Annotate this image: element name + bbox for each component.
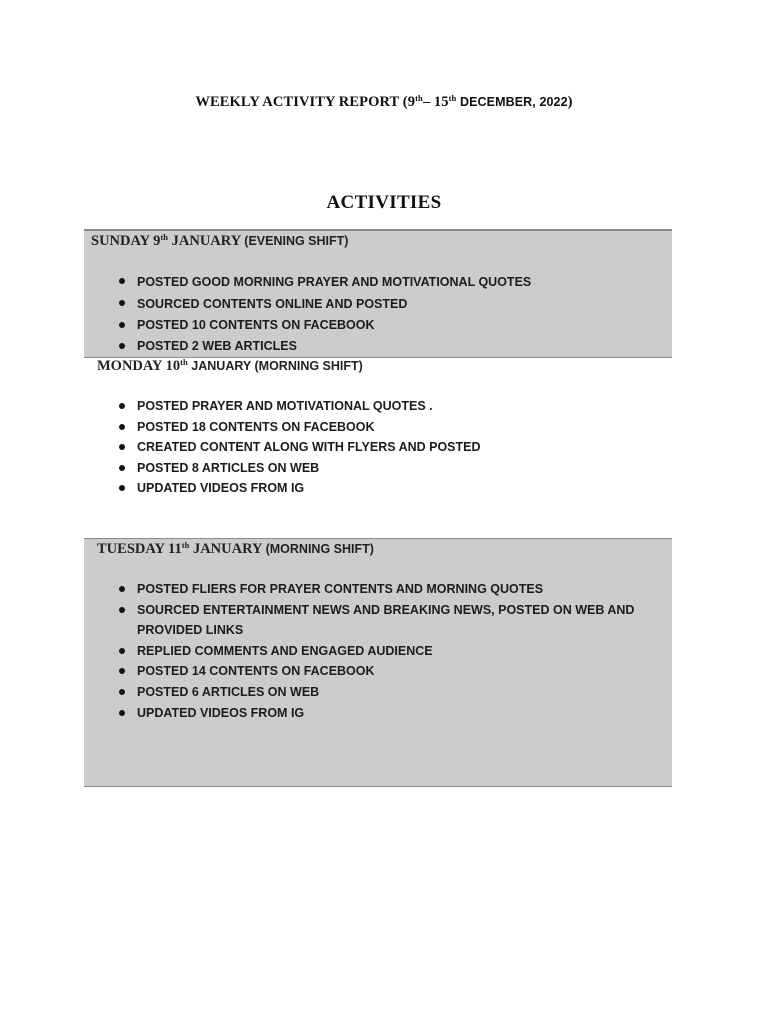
tuesday-section: [84, 538, 672, 787]
monday-section: [84, 358, 672, 538]
list-item-text: UPDATED VIDEOS FROM IG: [137, 705, 305, 720]
report-title-close: ): [567, 94, 573, 110]
bullet-icon: [119, 444, 125, 450]
list-item: [84, 703, 672, 724]
list-item: [84, 600, 672, 641]
list-item: [84, 661, 672, 682]
bullet-icon: [119, 424, 125, 430]
monday-shift: JANUARY (MORNING SHIFT): [191, 359, 363, 373]
monday-day-sup: th: [180, 357, 188, 367]
bullet-icon: [119, 465, 125, 471]
tuesday-shift: (MORNING SHIFT): [265, 542, 374, 556]
monday-day-label: MONDAY 10: [97, 358, 181, 374]
report-title-sup-start: th: [415, 93, 423, 103]
list-item-text: POSTED 6 ARTICLES ON WEB: [137, 684, 320, 699]
monday-day-heading: [97, 358, 363, 375]
report-title: [0, 94, 768, 111]
bullet-icon: [119, 343, 125, 349]
sunday-shift: (EVENING SHIFT): [244, 234, 349, 248]
list-item-text: POSTED 14 CONTENTS ON FACEBOOK: [137, 664, 375, 679]
tuesday-day-label: TUESDAY 11: [97, 541, 182, 557]
bullet-icon: [119, 322, 125, 328]
tuesday-day-sup: th: [181, 540, 190, 550]
bullet-icon: [119, 300, 125, 306]
bullet-icon: [119, 607, 125, 613]
list-item: [84, 417, 672, 438]
list-item: [84, 271, 672, 293]
report-title-main: WEEKLY ACTIVITY REPORT (9: [195, 94, 416, 110]
bullet-icon: [119, 278, 125, 284]
bullet-icon: [119, 403, 125, 409]
tuesday-day-heading: [97, 541, 374, 558]
list-item: [84, 682, 672, 703]
list-item: [84, 579, 672, 600]
list-item-text: REPLIED COMMENTS AND ENGAGED AUDIENCE: [137, 643, 433, 658]
list-item-text: SOURCED CONTENTS ONLINE AND POSTED: [137, 297, 408, 311]
report-title-range: – 15: [422, 94, 449, 110]
list-item-text: UPDATED VIDEOS FROM IG: [137, 481, 305, 496]
list-item: [84, 336, 672, 356]
sunday-day-heading: [91, 233, 348, 250]
bullet-icon: [119, 710, 125, 716]
list-item: [84, 478, 672, 499]
bullet-icon: [119, 668, 125, 674]
bullet-icon: [119, 648, 125, 654]
report-title-sup-end: th: [448, 93, 457, 103]
report-title-date: DECEMBER, 2022: [456, 95, 568, 109]
bullet-icon: [119, 485, 125, 491]
list-item: [84, 641, 672, 662]
list-item-text: POSTED 8 ARTICLES ON WEB: [137, 460, 320, 475]
sunday-activity-list: [84, 271, 672, 356]
bullet-icon: [119, 689, 125, 695]
list-item: [84, 396, 672, 417]
list-item-text: POSTED 10 CONTENTS ON FACEBOOK: [137, 318, 375, 332]
list-item-text: SOURCED ENTERTAINMENT NEWS AND BREAKING NEWS, POSTED ON WEB AND PROVIDED LINKS: [137, 602, 635, 638]
sunday-section: [84, 229, 672, 358]
tuesday-month: JANUARY: [189, 541, 266, 557]
list-item-text: POSTED PRAYER AND MOTIVATIONAL QUOTES .: [137, 399, 433, 413]
list-item-text: POSTED 18 CONTENTS ON FACEBOOK: [137, 419, 375, 434]
bullet-icon: [119, 586, 125, 592]
list-item-text: POSTED FLIERS FOR PRAYER CONTENTS AND MORNING QUOTES: [137, 582, 544, 596]
list-item: [84, 315, 672, 336]
list-item-text: POSTED 2 WEB ARTICLES: [137, 339, 297, 353]
monday-activity-list: [84, 396, 672, 499]
list-item: [84, 437, 672, 458]
sunday-day-sup: th: [160, 232, 168, 242]
list-item-text: CREATED CONTENT ALONG WITH FLYERS AND POSTED: [137, 440, 481, 455]
list-item-text: POSTED GOOD MORNING PRAYER AND MOTIVATIONAL QUOTES: [137, 275, 532, 289]
sunday-month: JANUARY: [168, 233, 245, 249]
list-item: [84, 293, 672, 315]
tuesday-activity-list: [84, 579, 672, 723]
list-item: [84, 458, 672, 479]
activities-heading: ACTIVITIES: [326, 192, 442, 213]
sunday-day-label: SUNDAY 9: [91, 233, 161, 249]
